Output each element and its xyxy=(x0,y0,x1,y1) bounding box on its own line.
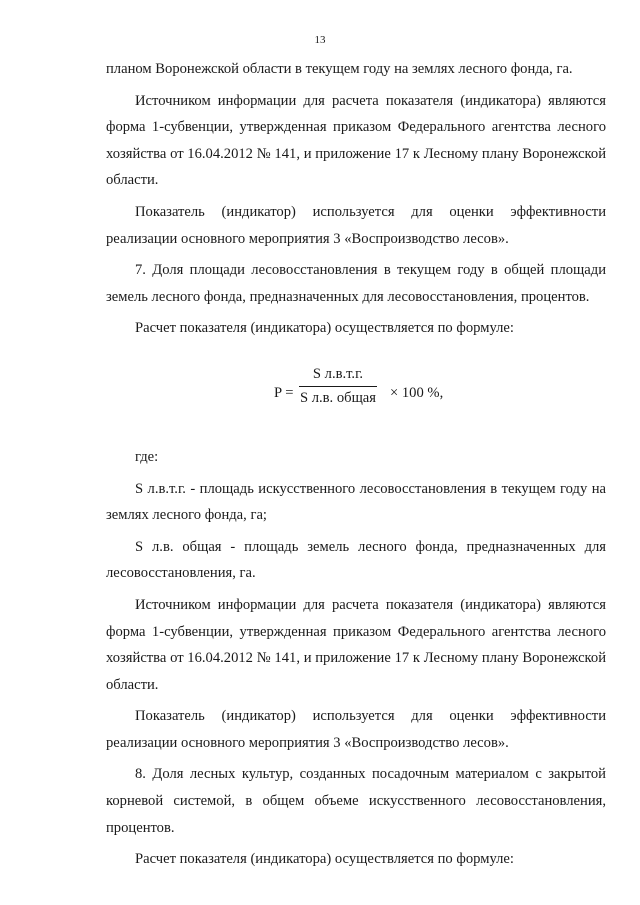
paragraph-indicator-7-title: 7. Доля площади лесовосстановления в текущем году в общей площади земель лесного фонда, предназначенных для лесовосстановления, процентов. xyxy=(106,262,606,305)
formula-denominator: S л.в. общая xyxy=(299,389,377,406)
formula-block xyxy=(106,364,606,422)
document-body xyxy=(106,56,606,873)
paragraph-formula-intro-2: Расчет показателя (индикатора) осуществляется по формуле: xyxy=(135,851,514,868)
formula-numerator: S л.в.т.г. xyxy=(299,364,377,387)
formula-lhs: P = xyxy=(274,384,294,401)
page-number: 13 xyxy=(314,34,326,46)
formula-fraction xyxy=(299,364,377,409)
paragraph-info-source-1: Источником информации для расчета показателя (индикатора) являются форма 1-субвенции, утвержденная приказом Федерального агентства лесного хозяйства от 16.04.2012 № 141, и приложение 17 к Лесному плану Воронежской области. xyxy=(106,92,606,189)
paragraph-definition-numerator: S л.в.т.г. - площадь искусственного лесовосстановления в текущем году на землях лесного фонда, га; xyxy=(106,480,606,524)
paragraph-indicator-8-title: 8. Доля лесных культур, созданных посадочным материалом с закрытой корневой системой, в общем объеме искусственного лесовосстановления, процентов. xyxy=(106,766,606,836)
paragraph-indicator-usage-1: Показатель (индикатор) используется для оценки эффективности реализации основного мероприятия 3 «Воспроизводство лесов». xyxy=(106,203,606,247)
paragraph-where: где: xyxy=(135,448,159,465)
formula-rhs: × 100 %, xyxy=(390,384,444,401)
paragraph-formula-intro-1: Расчет показателя (индикатора) осуществляется по формуле: xyxy=(135,320,514,337)
paragraph-indicator-usage-2: Показатель (индикатор) используется для оценки эффективности реализации основного мероприятия 3 «Воспроизводство лесов». xyxy=(106,708,606,751)
paragraph-info-source-2: Источником информации для расчета показателя (индикатора) являются форма 1-субвенции, утвержденная приказом Федерального агентства лесного хозяйства от 16.04.2012 № 141, и приложение 17 к Лесному плану Воронежской области. xyxy=(106,596,606,693)
paragraph-definition-denominator: S л.в. общая - площадь земель лесного фонда, предназначенных для лесовосстановления, га. xyxy=(106,538,606,582)
paragraph-continuation: планом Воронежской области в текущем году на землях лесного фонда, га. xyxy=(106,61,573,77)
